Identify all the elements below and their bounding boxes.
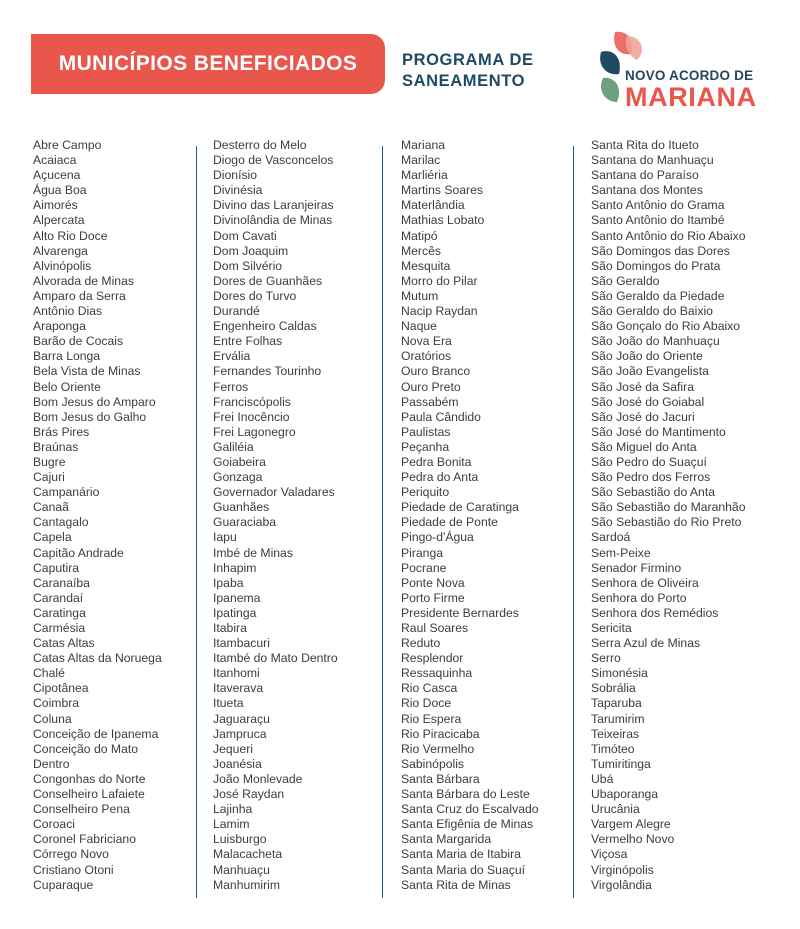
municipality-column-4 [591,138,746,893]
municipality-item: Itueta [213,696,244,711]
municipality-item: São Geraldo da Piedade [591,288,725,303]
logo-text-line2: MARIANA [625,82,757,112]
municipality-item: Manhuaçu [213,862,270,877]
municipality-item: Divino das Laranjeiras [213,198,334,213]
municipality-item: Dionísio [213,168,258,183]
municipality-item: Desterro do Melo [213,138,307,152]
municipality-item: Paula Cândido [401,409,481,424]
municipality-item: Alvorada de Minas [33,273,134,288]
municipality-item: Ipaba [213,575,244,590]
municipality-item: São Domingos do Prata [591,258,721,273]
municipality-item: João Monlevade [213,771,303,786]
municipality-item: Porto Firme [401,590,465,605]
municipality-item: Conselheiro Pena [33,802,130,817]
municipality-item: Mariana [401,138,446,152]
column-divider [382,146,383,898]
municipality-item: Santa Maria do Suaçuí [401,862,525,877]
municipality-item: São João do Oriente [591,349,703,364]
municipality-item: Mesquita [401,258,451,273]
municipality-item: Frei Inocêncio [213,409,290,424]
municipality-item: São José do Mantimento [591,424,726,439]
municipality-item: Barão de Cocais [33,334,124,349]
municipality-item: Naque [401,319,437,334]
municipality-item: Urucânia [591,802,640,817]
municipality-item: Sabinópolis [401,756,465,771]
municipality-item: Santa Efigênia de Minas [401,817,534,832]
municipality-item: Capitão Andrade [33,545,124,560]
municipality-item: Itanhomi [213,666,260,681]
municipality-item: Inhapim [213,560,257,575]
municipality-item: São José do Goiabal [591,394,705,409]
municipality-item: Ubá [591,771,614,786]
municipality-item: Capela [33,530,72,545]
municipality-item: Cantagalo [33,515,89,530]
municipality-item: São Sebastião do Rio Preto [591,515,742,530]
municipality-item: Conceição do Mato [33,741,139,756]
program-title-line1: PROGRAMA DE [402,51,534,69]
municipality-item: Virginópolis [591,862,654,877]
municipality-item: Mercês [401,243,441,258]
municipality-item: Galiléia [213,439,254,454]
municipality-item: Piedade de Ponte [401,515,498,530]
municipality-item: Jequeri [213,741,253,756]
municipality-item: Congonhas do Norte [33,771,146,786]
municipality-item: Resplendor [401,651,464,666]
municipality-item: Tarumirim [591,711,645,726]
municipality-item: São Sebastião do Anta [591,485,716,500]
municipality-item: Braúnas [33,439,79,454]
municipality-item: Ipatinga [213,605,257,620]
municipality-item: Abre Campo [33,138,102,152]
municipality-item: Dentro [33,756,70,771]
municipality-item: Tumiritinga [591,756,651,771]
municipality-item: Dom Silvério [213,258,283,273]
municipality-item: São Pedro dos Ferros [591,470,711,485]
municipality-item: Santa Rita do Itueto [591,138,699,152]
municipality-item: Lajinha [213,802,253,817]
municipality-item: Catas Altas da Noruega [33,651,162,666]
municipality-item: Caputira [33,560,80,575]
municipality-item: Guanhães [213,500,270,515]
municipality-item: Mutum [401,288,439,303]
municipality-item: Acaiaca [33,153,77,168]
municipality-item: Dom Joaquim [213,243,289,258]
municipality-item: Cipotânea [33,681,89,696]
municipality-item: Bom Jesus do Galho [33,409,147,424]
municipality-item: Entre Folhas [213,334,283,349]
municipality-item: Nacip Raydan [401,304,478,319]
municipality-item: Campanário [33,485,100,500]
municipality-item: Vermelho Novo [591,832,675,847]
municipality-item: Alto Rio Doce [33,228,108,243]
municipality-item: Chalé [33,666,65,681]
municipality-item: Caratinga [33,605,86,620]
municipality-item: Rio Doce [401,696,452,711]
municipality-item: Aimorés [33,198,78,213]
municipality-item: São João Evangelista [591,364,709,379]
municipality-item: Rio Vermelho [401,741,475,756]
municipality-item: Periquito [401,485,450,500]
municipality-item: Mathias Lobato [401,213,485,228]
municipality-item: Durandé [213,304,260,319]
municipality-item: Pedra do Anta [401,470,479,485]
municipality-item: São Geraldo do Baixio [591,304,713,319]
municipality-item: Rio Espera [401,711,462,726]
municipality-item: Sobrália [591,681,636,696]
municipality-item: Cristiano Otoni [33,862,114,877]
municipality-item: Guaraciaba [213,515,277,530]
municipality-item: São Geraldo [591,273,660,288]
municipality-item: Piranga [401,545,444,560]
municipality-item: Dom Cavati [213,228,277,243]
municipality-item: Taparuba [591,696,642,711]
municipality-item: Bom Jesus do Amparo [33,394,156,409]
municipality-item: Teixeiras [591,726,640,741]
municipality-item: São João do Manhuaçu [591,334,720,349]
municipality-item: Senador Firmino [591,560,682,575]
municipality-item: Santo Antônio do Itambé [591,213,725,228]
municipality-item: Presidente Bernardes [401,605,519,620]
municipality-item: Santana do Manhuaçu [591,153,714,168]
municipality-item: Reduto [401,636,441,651]
municipality-item: Carmésia [33,621,86,635]
municipality-item: Lamim [213,817,250,832]
municipality-item: Coimbra [33,696,80,711]
municipality-item: Diogo de Vasconcelos [213,153,334,168]
municipality-item: Santana do Paraíso [591,168,699,183]
municipality-item: Brás Pires [33,424,90,439]
municipality-item: Peçanha [401,439,450,454]
municipality-item: Vargem Alegre [591,817,671,832]
municipality-item: Divinésia [213,183,263,198]
municipality-item: Santo Antônio do Rio Abaixo [591,228,746,243]
municipality-item: Pedra Bonita [401,454,472,469]
municipality-item: Ervália [213,349,251,364]
municipality-item: Itabira [213,621,247,635]
municipality-item: Santa Bárbara do Leste [401,787,530,802]
municipality-item: Santa Cruz do Escalvado [401,802,539,817]
municipality-item: Ouro Branco [401,364,471,379]
municipality-item: Rio Casca [401,681,458,696]
municipality-item: Santa Rita de Minas [401,877,511,892]
municipality-item: Alvinópolis [33,258,92,273]
municipality-item: Ouro Preto [401,379,461,394]
municipality-item: Luisburgo [213,832,267,847]
municipality-item: Timóteo [591,741,635,756]
municipality-item: Marliéria [401,168,448,183]
municipality-item: Ipanema [213,590,261,605]
municipality-item: Rio Piracicaba [401,726,480,741]
municipality-item: Açucena [33,168,81,183]
municipality-item: Dores do Turvo [213,288,297,303]
municipality-item: Caranaíba [33,575,90,590]
municipality-item: Cuparaque [33,877,94,892]
municipality-item: São Miguel do Anta [591,439,697,454]
municipality-item: Martins Soares [401,183,483,198]
municipality-item: Jampruca [213,726,267,741]
municipality-item: Araponga [33,319,86,334]
municipality-item: Conceição de Ipanema [33,726,159,741]
municipality-item: Oratórios [401,349,452,364]
municipality-item: Bela Vista de Minas [33,364,141,379]
novo-acordo-logo [593,30,773,112]
municipality-item: Morro do Pilar [401,273,478,288]
municipality-item: Ponte Nova [401,575,465,590]
municipality-item: Senhora dos Remédios [591,605,719,620]
municipality-item: Santa Bárbara [401,771,480,786]
municipality-item: Itambé do Mato Dentro [213,651,338,666]
municipality-item: Catas Altas [33,636,95,651]
municipality-item: Viçosa [591,847,628,862]
municipality-item: São Domingos das Dores [591,243,730,258]
municipality-item: Piedade de Caratinga [401,500,519,515]
municipality-item: Santana dos Montes [591,183,703,198]
municipality-item: Nova Era [401,334,452,349]
municipality-item: Franciscópolis [213,394,291,409]
municipality-item: Alpercata [33,213,85,228]
municipality-item: São Gonçalo do Rio Abaixo [591,319,741,334]
municipality-item: Serro [591,651,621,666]
municipality-item: Marilac [401,153,441,168]
municipality-item: Antônio Dias [33,304,103,319]
municipality-item: Virgolândia [591,877,652,892]
municipality-column-2 [213,138,338,893]
municipality-item: Pingo-d'Água [401,530,474,545]
municipality-item: Governador Valadares [213,485,335,500]
municipality-item: Sem-Peixe [591,545,651,560]
municipality-item: Coronel Fabriciano [33,832,136,847]
program-title-line2: SANEAMENTO [402,72,526,90]
program-title [402,50,534,92]
municipality-item: Sericita [591,621,632,635]
banner-title: MUNICÍPIOS BENEFICIADOS [58,52,358,75]
municipality-item: Dores de Guanhães [213,273,323,288]
municipality-item: José Raydan [213,787,285,802]
municipality-item: Santa Maria de Itabira [401,847,521,862]
municipality-column-1 [33,138,162,893]
municipality-item: Barra Longa [33,349,101,364]
municipality-item: Senhora de Oliveira [591,575,699,590]
municipality-item: Sardoá [591,530,631,545]
municipality-item: Simonésia [591,666,648,681]
municipality-item: Córrego Novo [33,847,109,862]
municipality-item: Imbé de Minas [213,545,293,560]
column-divider [196,146,197,898]
municipality-item: Passabém [401,394,459,409]
municipality-item: Jaguaraçu [213,711,270,726]
municipality-item: Iapu [213,530,237,545]
municipality-item: Fernandes Tourinho [213,364,322,379]
municipality-item: Belo Oriente [33,379,101,394]
municipality-item: Malacacheta [213,847,283,862]
municipality-item: Materlândia [401,198,465,213]
municipality-item: Pocrane [401,560,447,575]
municipality-column-3 [401,138,539,893]
municipality-item: Santo Antônio do Grama [591,198,725,213]
municipality-item: Gonzaga [213,470,263,485]
municipality-item: Itaverava [213,681,264,696]
municipality-item: Cajuri [33,470,65,485]
municipality-item: Frei Lagonegro [213,424,296,439]
municipality-item: Divinolândia de Minas [213,213,333,228]
logo-text-line1: NOVO ACORDO DE [625,68,754,83]
column-divider [573,146,574,898]
municipality-item: Alvarenga [33,243,88,258]
municipality-item: Joanésia [213,756,262,771]
municipality-item: Serra Azul de Minas [591,636,701,651]
municipality-item: São José do Jacuri [591,409,695,424]
municipality-item: Bugre [33,454,66,469]
municipality-item: Matipó [401,228,438,243]
municipality-item: Coroaci [33,817,75,832]
municipality-item: Ubaporanga [591,787,659,802]
municipality-item: Paulistas [401,424,451,439]
municipality-item: São Sebastião do Maranhão [591,500,746,515]
municipality-item: Coluna [33,711,72,726]
title-banner [31,34,385,94]
municipality-item: Água Boa [33,183,87,198]
municipality-item: Goiabeira [213,454,266,469]
municipality-item: Conselheiro Lafaiete [33,787,145,802]
municipality-item: Raul Soares [401,621,469,635]
municipality-item: Ressaquinha [401,666,473,681]
municipality-item: Manhumirim [213,877,281,892]
municipality-item: Amparo da Serra [33,288,126,303]
municipality-item: Senhora do Porto [591,590,687,605]
municipality-item: Canaã [33,500,69,515]
municipality-item: Itambacuri [213,636,270,651]
municipality-item: São José da Safira [591,379,694,394]
municipality-item: São Pedro do Suaçuí [591,454,707,469]
municipality-item: Ferros [213,379,249,394]
municipality-item: Santa Margarida [401,832,492,847]
municipality-item: Engenheiro Caldas [213,319,317,334]
municipality-item: Carandaí [33,590,84,605]
